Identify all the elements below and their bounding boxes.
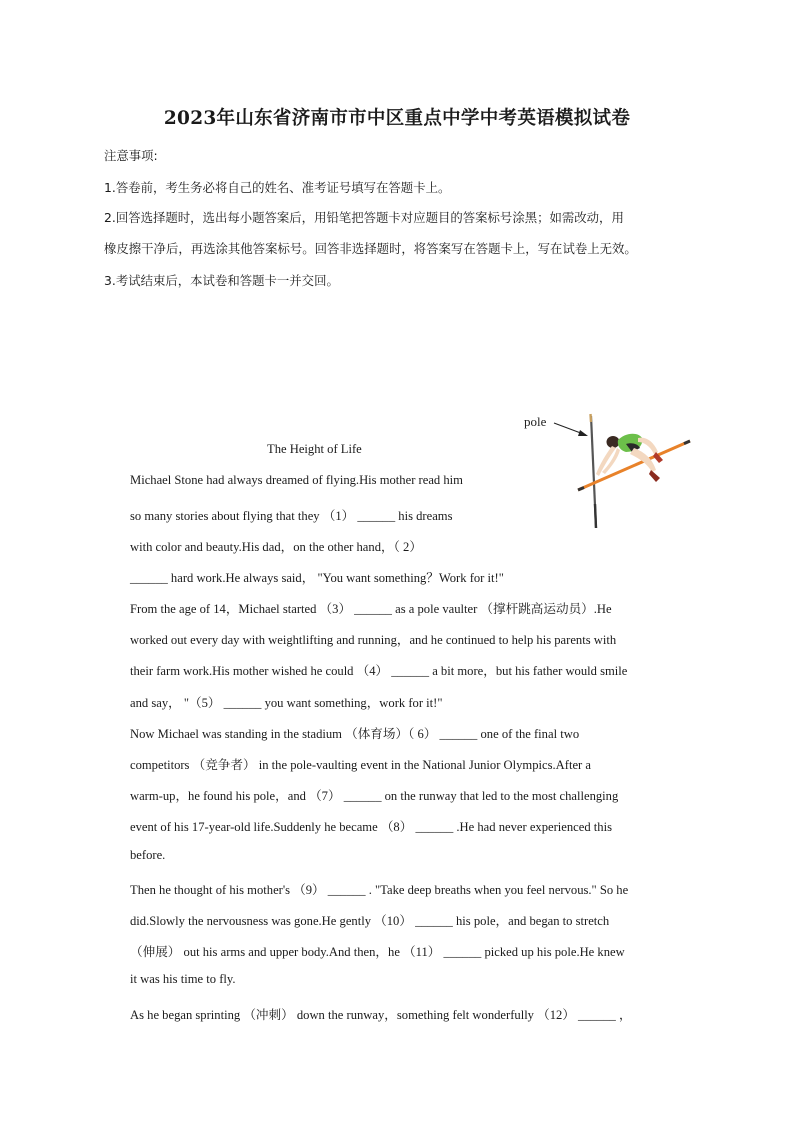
passage-line: and say， "（5） ______ you want something，work for it!" — [130, 696, 443, 710]
note-item: 1.答卷前，考生务必将自己的姓名、准考证号填写在答题卡上。 — [104, 180, 451, 195]
passage-line: did.Slowly the nervousness was gone.He gently （10） ______ his pole，and began to stretch — [130, 914, 610, 928]
note-item: 2.回答选择题时，选出每小题答案后，用铅笔把答题卡对应题目的答案标号涂黑；如需改动，用 — [104, 210, 624, 225]
passage-line: their farm work.His mother wished he could （4） ______ a bit more，but his father would smile — [130, 664, 628, 678]
passage-line: warm-up，he found his pole，and （7） ______ on the runway that led to the most challenging — [130, 789, 619, 803]
notes-heading: 注意事项: — [104, 148, 158, 163]
pole-label: pole — [524, 414, 547, 429]
passage-line: Michael Stone had always dreamed of flying.His mother read him — [130, 473, 463, 487]
note-item: 橡皮擦干净后，再选涂其他答案标号。回答非选择题时，将答案写在答题卡上，写在试卷上无效。 — [104, 241, 637, 256]
pole-vaulter-illustration — [520, 408, 695, 536]
passage-line: with color and beauty.His dad，on the other hand，（ 2） — [130, 540, 422, 554]
passage-line: ______ hard work.He always said， "You want something？Work for it!" — [130, 571, 504, 585]
page-title: 2023年山东省济南市市中区重点中学中考英语模拟试卷 — [163, 108, 631, 129]
passage-line: As he began sprinting （冲刺） down the runway，something felt wonderfully （12） ______ ， — [130, 1008, 632, 1022]
passage-line: （伸展） out his arms and upper body.And then，he （11） ______ picked up his pole.He knew — [130, 945, 625, 959]
passage-line: so many stories about flying that they （1） ______ his dreams — [130, 509, 453, 523]
passage-line: before. — [130, 848, 166, 862]
passage-line: it was his time to fly. — [130, 972, 236, 986]
passage-title: The Height of Life — [267, 442, 362, 456]
passage-line: worked out every day with weightlifting and running，and he continued to help his parents with — [130, 633, 617, 647]
note-item: 3.考试结束后，本试卷和答题卡一并交回。 — [104, 273, 339, 288]
arrow-head — [578, 430, 588, 436]
passage-line: Then he thought of his mother's （9） ______ . "Take deep breaths when you feel nervous." So he — [130, 883, 629, 897]
passage-line: Now Michael was standing in the stadium （体育场）（ 6） ______ one of the final two — [130, 727, 580, 741]
passage-line: event of his 17-year-old life.Suddenly he became （8） ______ .He had never experienced this — [130, 820, 612, 834]
passage-line: competitors （竞争者） in the pole-vaulting event in the National Junior Olympics.After a — [130, 758, 591, 772]
passage-line: From the age of 14，Michael started （3） ______ as a pole vaulter （撑杆跳高运动员）.He — [130, 602, 612, 616]
